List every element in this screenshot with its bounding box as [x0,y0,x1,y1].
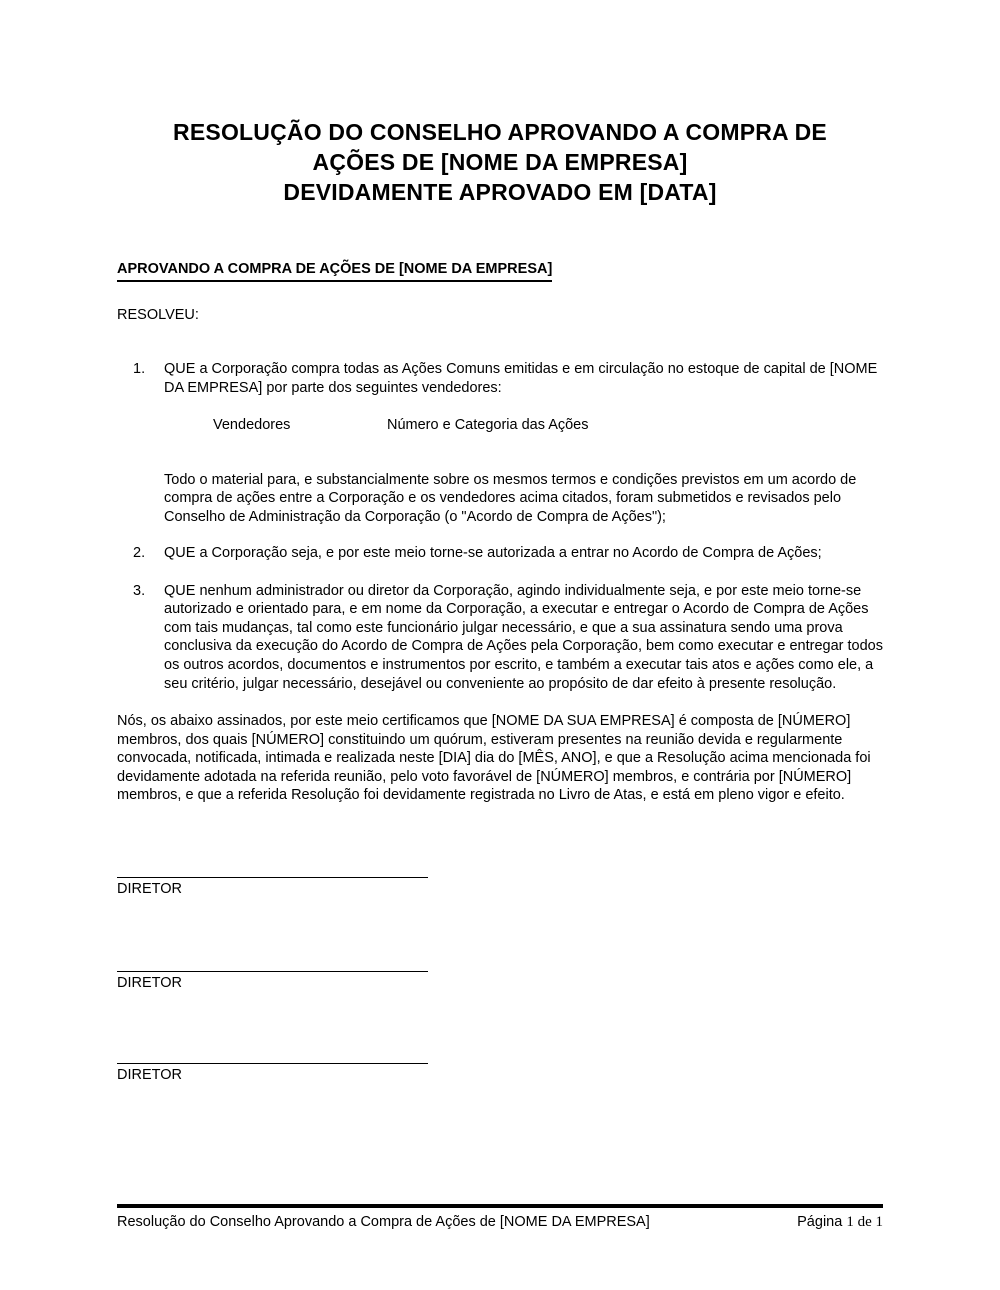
footer-page-value: 1 de 1 [846,1214,883,1230]
section-heading-text: APROVANDO A COMPRA DE AÇÕES DE [NOME DA EMPRESA] [117,260,552,282]
resolved-label: RESOLVEU: [117,307,199,323]
document-title-line-2: AÇÕES DE [NOME DA EMPRESA] [312,149,688,175]
document-footer [117,1204,883,1232]
signature-block-1 [117,877,428,899]
certification-paragraph: Nós, os abaixo assinados, por este meio certificamos que [NOME DA SUA EMPRESA] é composta de [NÚMERO] membros, dos quais [NÚMERO] constituindo um quórum, estiveram presentes na reunião devida e regularmente convocada, notificada, intimada e realizada neste [DIA] dia do [MÊS, ANO], e que a Resolução acima mencionada foi devidamente adotada na referida reunião, pelo voto favorável de [NÚMERO] membros, e contrária por [NÚMERO] membros, e que a referida Resolução foi devidamente registrada no Livro de Atas, e está em pleno vigor e efeito. [117,713,871,804]
signature-block-3 [117,1063,428,1085]
item-text: QUE a Corporação seja, e por este meio torne-se autorizada a entrar no Acordo de Compra de Ações; [164,545,822,562]
item-number: 3. [133,582,146,599]
document-title-line-1: RESOLUÇÃO DO CONSELHO APROVANDO A COMPRA DE [173,119,827,145]
item-text: QUE nenhum administrador ou diretor da Corporação, agindo individualmente seja, e por este meio torne-se autorizado e orientado para, e em nome da Corporação, a executar e entregar o Acordo de Compra de Ações com tais mudanças, tal como este funcionário julgar necessário, e que a sua assinatura sendo uma prova conclusiva da execução do Acordo de Compra de Ações pela Corporação, bem como executar e entregar todos os outros acordos, documentos e instrumentos por escrito, e também a executar tais atos e ações como ele, a seu critério, julgar necessário, desejável ou conveniente ao propósito de dar efeito à presente resolução. [164,582,883,692]
signature-label: DIRETOR [117,974,182,991]
footer-page-label: Página [797,1214,847,1230]
signature-label: DIRETOR [117,1066,182,1083]
item1-continuation-paragraph: Todo o material para, e substancialmente sobre os mesmos termos e condições previstos em um acordo de compra de ações entre a Corporação e os vendedores acima citados, foram submetidos e revisados pelo Conselho de Administração da Corporação (o "Acordo de Compra de Ações"); [164,471,857,525]
shares-column-header: Número e Categoria das Ações [387,417,589,434]
item-text: QUE a Corporação compra todas as Ações Comuns emitidas e em circulação no estoque de capital de [NOME DA EMPRESA] por parte dos seguintes vendedores: [164,361,878,396]
sellers-table-header [117,416,883,435]
resolution-item-1 [133,360,883,397]
section-heading [117,260,883,282]
vendors-column-header: Vendedores [213,417,291,434]
signature-label: DIRETOR [117,880,182,897]
item-number: 2. [133,545,146,562]
resolution-item-2 [133,544,883,563]
item-number: 1. [133,361,146,377]
document-title [117,117,883,207]
resolution-item-3 [133,582,883,693]
document-title-line-3: DEVIDAMENTE APROVADO EM [DATA] [283,179,717,205]
footer-title: Resolução do Conselho Aprovando a Compra de Ações de [NOME DA EMPRESA] [117,1214,650,1230]
footer-page-number [797,1213,883,1232]
signature-block-2 [117,971,428,993]
